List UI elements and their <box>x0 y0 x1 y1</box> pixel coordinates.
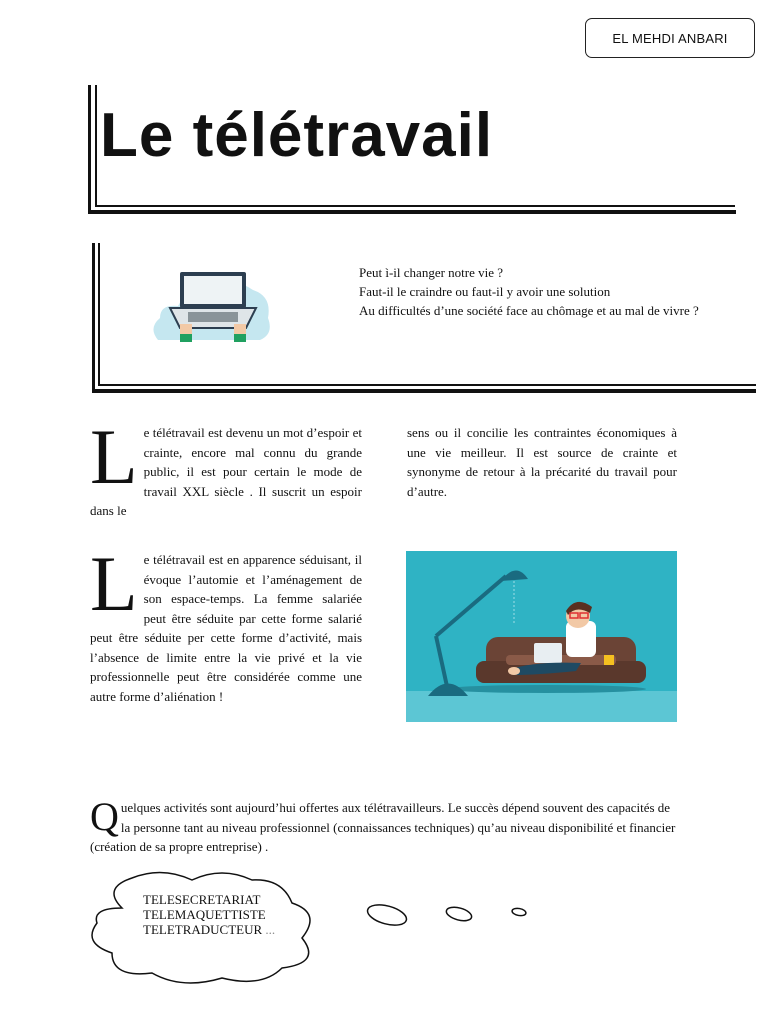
question-line: Faut-il le craindre ou faut-il y avoir une solution <box>359 284 611 299</box>
drop-cap: Q <box>90 794 119 839</box>
question-line: Au difficultés d’une société face au chômage et au mal de vivre ? <box>359 303 699 318</box>
intro-questions <box>359 263 729 320</box>
paragraph-2 <box>90 540 362 706</box>
drop-cap: L <box>90 540 138 627</box>
paragraph-1 <box>90 413 362 521</box>
sofa-illustration <box>406 551 677 722</box>
activity-item: TELESECRETARIAT <box>143 892 261 907</box>
paragraph-text: uelques activités sont aujourd’hui offertes aux télétravailleurs. Le succès dépend souvent des capacités de la personne tant au niveau professionnel (connaissances techniques) qu’au niveau disponibilité et financier (création de sa propre entreprise) . <box>90 800 676 854</box>
question-line: Peut ì-il changer notre vie ? <box>359 265 504 280</box>
paragraph-text: e télétravail est en apparence séduisant, il évoque l’automie et l’aménagement de son espace-temps. La femme salariée peut être séduite par cette forme salarié peut être séduite per cette forme d’activité, mais l’absence de limite entre la vie privé et la vie professionnelle peut être considérée comme une autre forme d’aliénation ! <box>90 552 362 704</box>
paragraph-1-continued: sens ou il concilie les contraintes économiques à une vie meilleur. Il est source de crainte et synonyme de retour à la précarité du travail pour d’autre. <box>407 425 677 499</box>
activity-item: TELEMAQUETTISTE <box>143 907 266 922</box>
paragraph-text: e télétravail est devenu un mot d’espoir et crainte, encore mal connu du grande public, il est pour certain le mode de travail XXL siècle . Il suscrit un espoir dans le <box>90 425 362 518</box>
paragraph-3 <box>90 794 680 857</box>
laptop-illustration <box>148 268 273 346</box>
page-title: Le télétravail <box>100 101 494 170</box>
author-box: EL MEHDI ANBARI <box>585 18 755 58</box>
ellipsis: ... <box>265 922 276 937</box>
activity-list <box>143 892 275 937</box>
activity-item: TELETRADUCTEUR <box>143 922 263 937</box>
drop-cap: L <box>90 413 138 500</box>
